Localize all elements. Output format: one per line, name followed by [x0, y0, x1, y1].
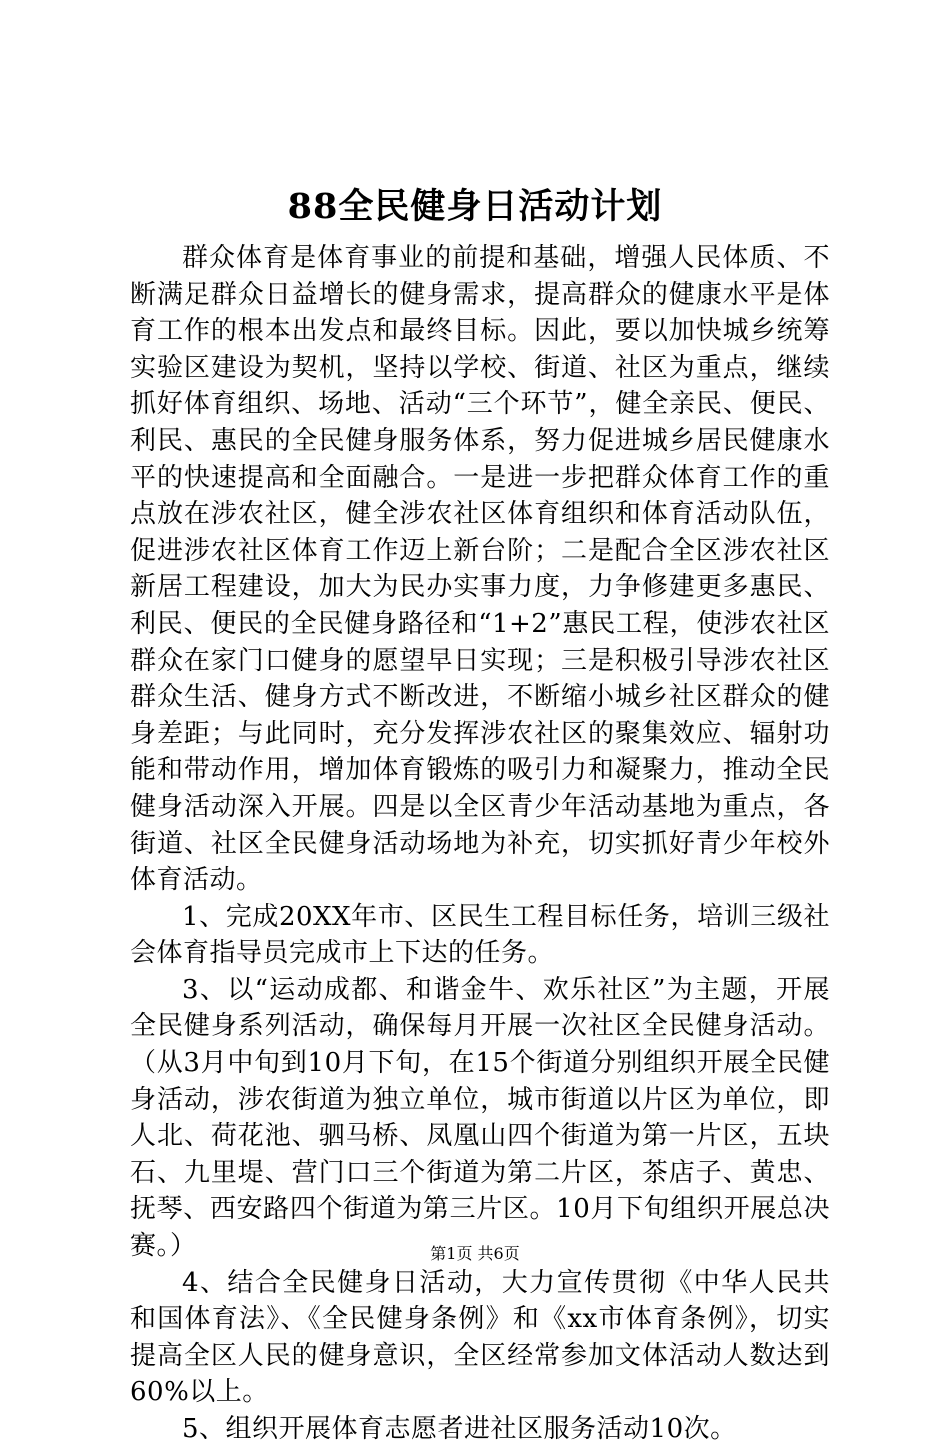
document-title: 88全民健身日活动计划: [287, 186, 663, 227]
item-1-paragraph: 1、完成20XX年市、区民生工程目标任务，培训三级社会体育指导员完成市上下达的任务。: [130, 901, 830, 969]
document-body: [130, 240, 830, 1448]
item-3-paragraph: 3、以“运动成都、和谐金牛、欢乐社区”为主题，开展全民健身系列活动，确保每月开展一次社区全民健身活动。（从3月中旬到10月下旬，在15个街道分别组织开展全民健身活动，涉农街道为独立单位，城市街道以片区为单位，即人北、荷花池、驷马桥、凤凰山四个街道为第一片区，五块石、九里堤、营门口三个街道为第二片区，茶店子、黄忠、抚琴、西安路四个街道为第三片区。10月下旬组织开展总决赛。）: [130, 974, 830, 1262]
item-5-paragraph: 5、组织开展体育志愿者进社区服务活动10次。: [182, 1414, 737, 1444]
page-footer: 第1页 共6页: [430, 1244, 520, 1263]
item-4-paragraph: 4、结合全民健身日活动，大力宣传贯彻《中华人民共和国体育法》、《全民健身条例》和《xx市体育条例》，切实提高全区人民的健身意识，全区经常参加文体活动人数达到60%以上。: [130, 1267, 830, 1408]
intro-paragraph: 群众体育是体育事业的前提和基础，增强人民体质、不断满足群众日益增长的健身需求，提高群众的健康水平是体育工作的根本出发点和最终目标。因此，要以加快城乡统筹实验区建设为契机，坚持以学校、街道、社区为重点，继续抓好体育组织、场地、活动“三个环节”，健全亲民、便民、利民、惠民的全民健身服务体系，努力促进城乡居民健康水平的快速提高和全面融合。一是进一步把群众体育工作的重点放在涉农社区，健全涉农社区体育组织和体育活动队伍，促进涉农社区体育工作迈上新台阶；二是配合全区涉农社区新居工程建设，加大为民办实事力度，力争修建更多惠民、利民、便民的全民健身路径和“1+2”惠民工程，使涉农社区群众在家门口健身的愿望早日实现；三是积极引导涉农社区群众生活、健身方式不断改进，不断缩小城乡社区群众的健身差距；与此同时，充分发挥涉农社区的聚集效应、辐射功能和带动作用，增加体育锻炼的吸引力和凝聚力，推动全民健身活动深入开展。四是以全区青少年活动基地为重点，各街道、社区全民健身活动场地为补充，切实抓好青少年校外体育活动。: [130, 243, 830, 896]
